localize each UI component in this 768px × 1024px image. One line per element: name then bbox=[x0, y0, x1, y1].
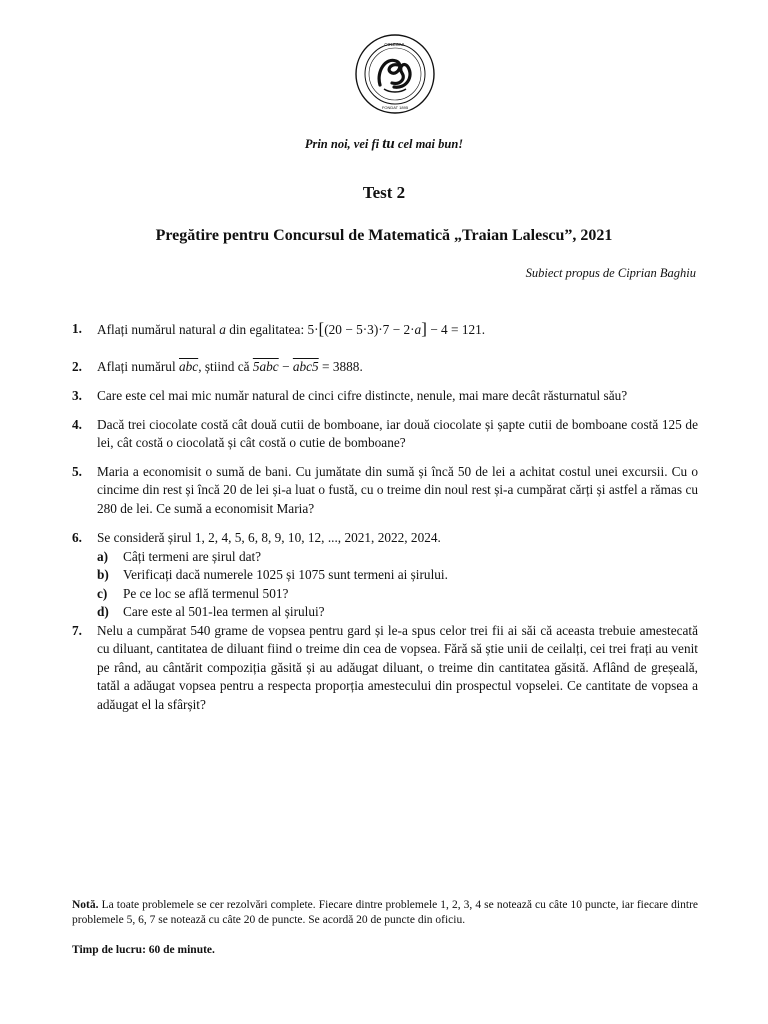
svg-text:FONDAT 1895: FONDAT 1895 bbox=[381, 105, 409, 110]
page-title: Test 2 bbox=[362, 183, 406, 202]
problem-6: 6. Se consideră șirul 1, 2, 4, 5, 6, 8, 9, 10, 12, ..., 2021, 2022, 2024. a) Câți termeni are șirul dat? b) Verificați dacă numerele 1025 și 1075 sunt termeni ai șirului. c) Pe ce loc se află termenul 501? d) Care este al 501-lea termen al șirului? bbox=[72, 529, 698, 622]
time-limit: Timp de lucru: 60 de minute. bbox=[72, 944, 215, 956]
problem-list bbox=[72, 320, 698, 714]
equation-1: 5·[(20 − 5·3)·7 − 2·a] − 4 = 121. bbox=[307, 319, 486, 338]
page-subtitle: Pregătire pentru Concursul de Matematică „Traian Lalescu”, 2021 bbox=[155, 227, 613, 244]
problem-6d: d) Care este al 501-lea termen al șirului? bbox=[97, 604, 325, 619]
motto: Prin noi, vei fi tu cel mai bun! bbox=[304, 136, 464, 152]
problem-6a: a) Câți termeni are șirul dat? bbox=[97, 548, 262, 564]
problem-1: 1. Aflați numărul natural a din egalitatea: 5·[(20 − 5·3)·7 − 2·a] − 4 = 121. bbox=[72, 319, 486, 338]
problem-7: 7. Nelu a cumpărat 540 grame de vopsea pentru gard și le-a spus celor trei fii ai săi că aceasta trebuie amestecată cu diluant, cantitatea de diluant fiind o treime din cea de vopsea. Fără să știe unii de ceilalți, cei trei frați au venit pe rând, au cântărit compoziția găsită și au adăugat diluant, o treime din cantitatea găsită. Aflând de greșeală, tatăl a adăugat vopsea pentru a respecta proporția amestecului din prospectul vopselei. Ce cantitate de vopsea a adăugat el la sfârșit? bbox=[72, 622, 698, 712]
school-emblem-icon bbox=[354, 33, 436, 115]
problem-2: 2. Aflați numărul $\overline{abc}$, știind că 5abc − abc5 = 3888. bbox=[72, 358, 363, 374]
problem-4: 4. Dacă trei ciocolate costă cât două cutii de bomboane, iar două ciocolate și șapte cutii de bomboane costă 125 de lei, cât costă o ciocolată și cât costă o cutie de bomboane? bbox=[72, 416, 698, 450]
problem-3: 3. Care este cel mai mic număr natural de cinci cifre distincte, nenule, mai mare decât răsturnatul său? bbox=[72, 388, 628, 403]
author-line: Subiect propus de Ciprian Baghiu bbox=[525, 266, 696, 280]
grading-note: Notă. La toate problemele se cer rezolvări complete. Fiecare dintre problemele 1, 2, 3, 4 se notează cu câte 10 puncte, iar fiecare dintre problemele 5, 6, 7 se notează cu câte 20 de puncte. Se acordă 20 de puncte din oficiu. bbox=[72, 899, 698, 926]
problem-5: 5. Maria a economisit o sumă de bani. Cu jumătate din sumă și încă 50 de lei a achitat costul unei excursii. Cu o cincime din rest și încă 20 de lei și-a luat o fustă, cu o treime din noul rest și-a cumpărat cărți și astfel a rămas cu 280 de lei. Ce sumă a economisit Maria? bbox=[72, 463, 698, 516]
problem-6c: c) Pe ce loc se află termenul 501? bbox=[97, 585, 289, 601]
problem-6b: b) Verificați dacă numerele 1025 și 1075 sunt termeni ai șirului. bbox=[97, 567, 448, 582]
svg-text:COLEGIUL: COLEGIUL bbox=[384, 42, 406, 47]
